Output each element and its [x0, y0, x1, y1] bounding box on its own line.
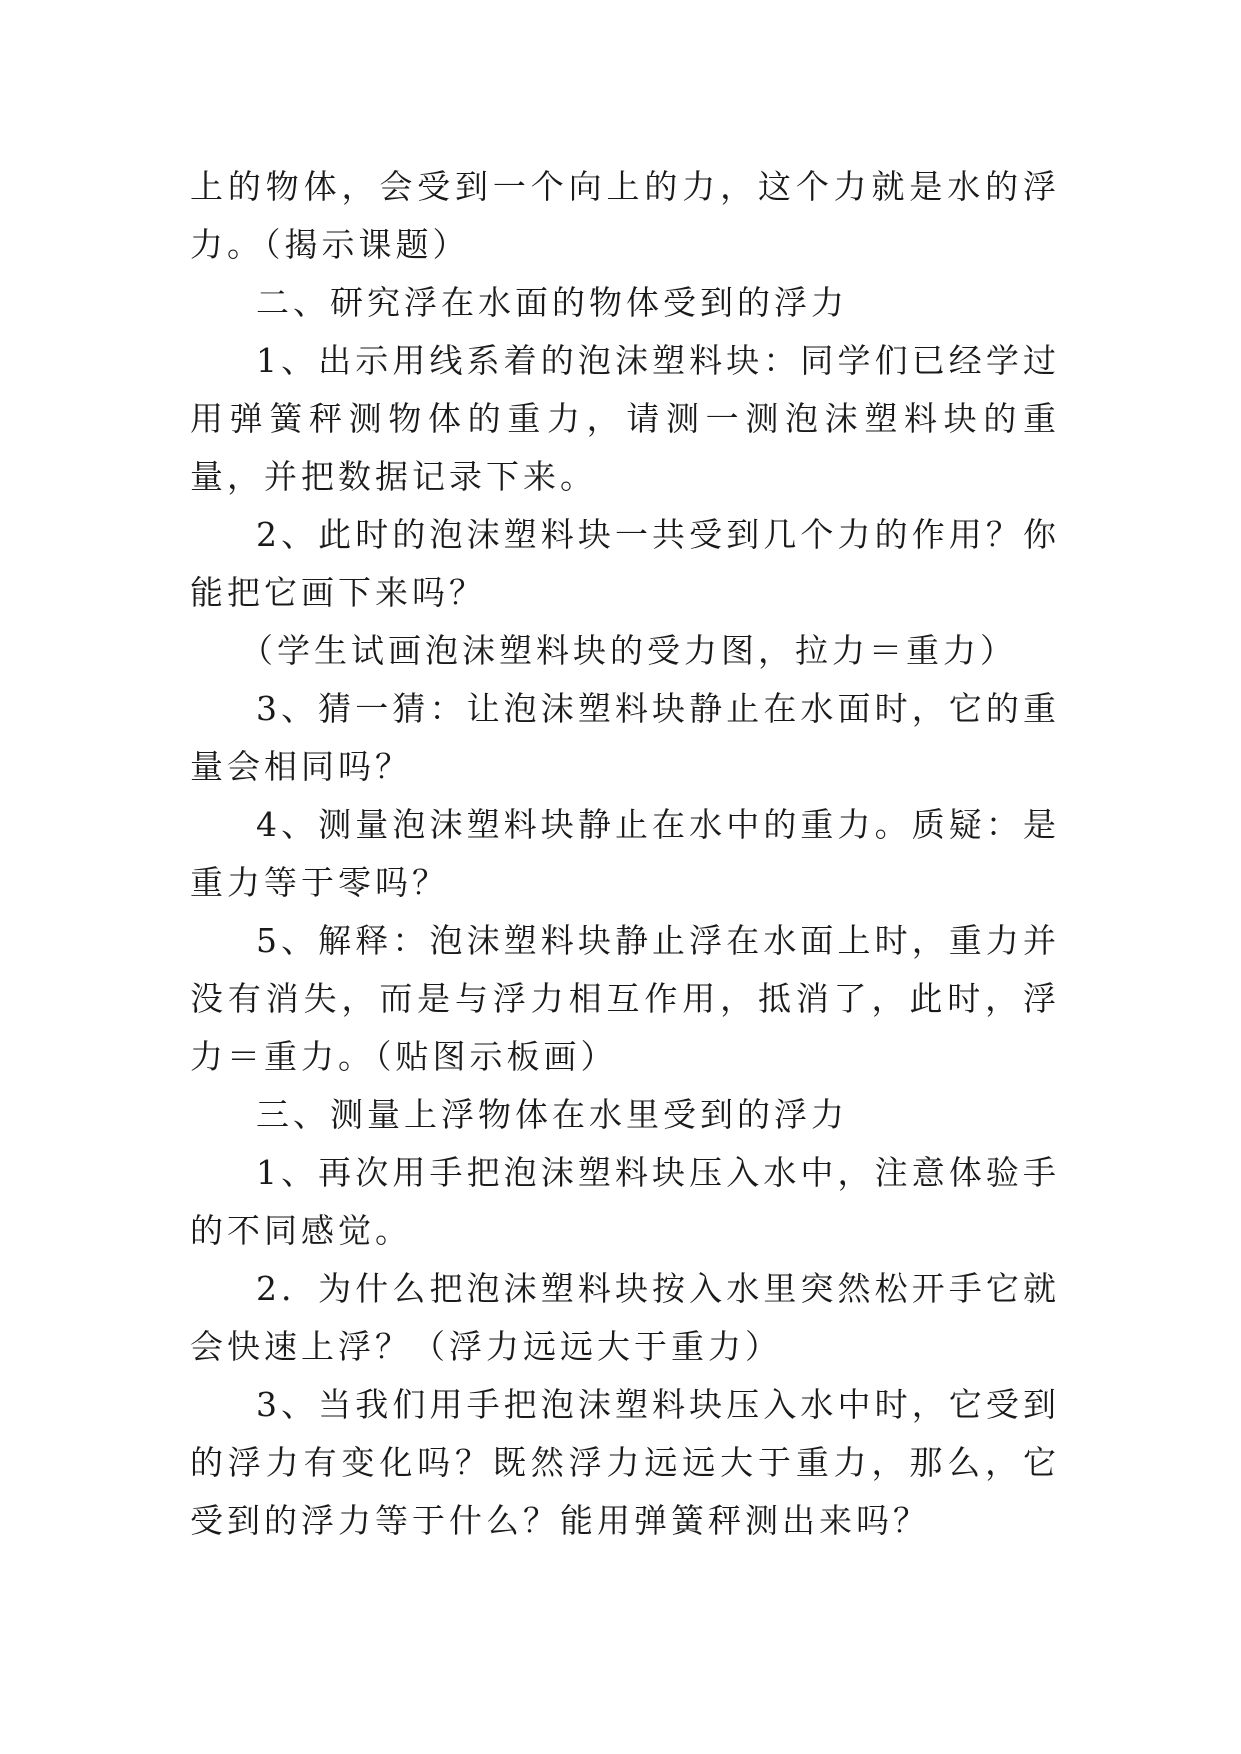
section-heading-3: 三、测量上浮物体在水里受到的浮力	[256, 1095, 848, 1134]
paragraph-step-3: 3、猜一猜：让泡沫塑料块静止在水面时，它的重量会相同吗？	[190, 689, 1060, 786]
section-heading-2: 二、研究浮在水面的物体受到的浮力	[256, 283, 848, 322]
paragraph-step-3-1: 1、再次用手把泡沫塑料块压入水中，注意体验手的不同感觉。	[190, 1153, 1060, 1250]
document-body	[190, 158, 1060, 1550]
paragraph-step-3-3: 3、当我们用手把泡沫塑料块压入水中时，它受到的浮力有变化吗？既然浮力远远大于重力，那么，它受到的浮力等于什么？能用弹簧秤测出来吗？	[190, 1385, 1060, 1540]
paragraph-step-5: 5、解释：泡沫塑料块静止浮在水面上时，重力并没有消失，而是与浮力相互作用，抵消了，此时，浮力＝重力。（贴图示板画）	[190, 921, 1060, 1076]
paragraph-note: （学生试画泡沫塑料块的受力图，拉力＝重力）	[240, 631, 1017, 670]
paragraph-step-4: 4、测量泡沫塑料块静止在水中的重力。质疑：是重力等于零吗？	[190, 805, 1060, 902]
paragraph-step-1: 1、出示用线系着的泡沫塑料块：同学们已经学过用弹簧秤测物体的重力，请测一测泡沫塑料块的重量，并把数据记录下来。	[190, 341, 1060, 496]
paragraph-step-3-2: 2．为什么把泡沫塑料块按入水里突然松开手它就会快速上浮？（浮力远远大于重力）	[190, 1269, 1060, 1366]
paragraph-continuation: 上的物体，会受到一个向上的力，这个力就是水的浮力。（揭示课题）	[190, 167, 1060, 264]
paragraph-step-2: 2、此时的泡沫塑料块一共受到几个力的作用？你能把它画下来吗？	[190, 515, 1060, 612]
